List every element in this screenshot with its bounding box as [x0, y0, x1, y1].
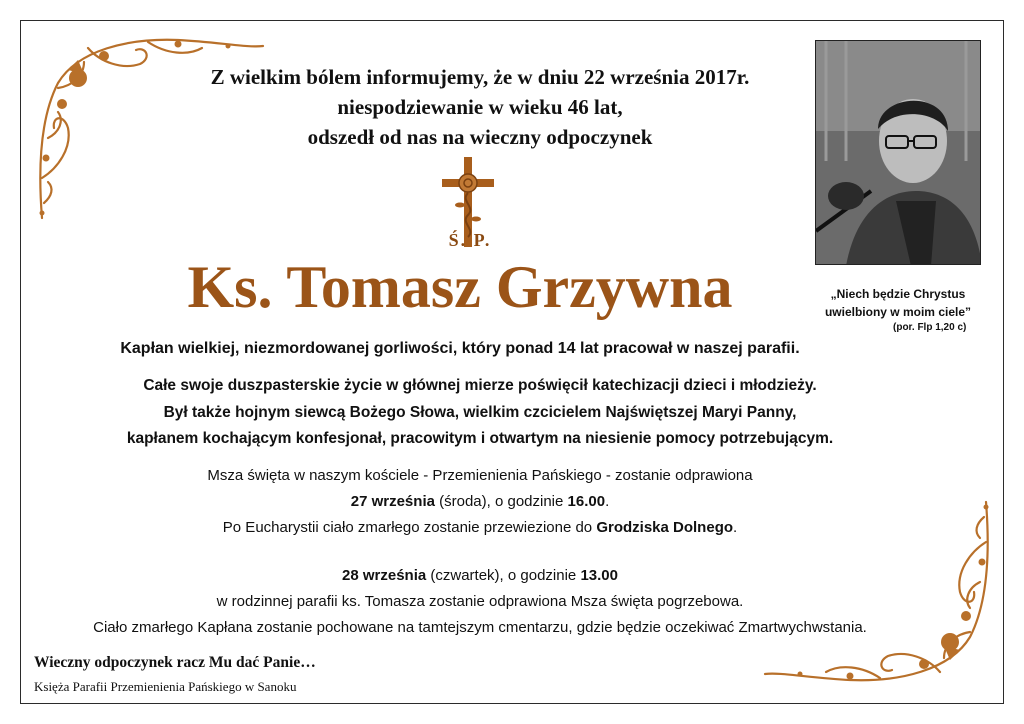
biography-line-1: Całe swoje duszpasterskie życie w głównej mierze poświęcił katechizacji dzieci i młodzieży. [143, 377, 817, 394]
mass-destination: Grodziska Dolnego [596, 519, 734, 536]
sp-label: Ś. P. [448, 230, 492, 250]
announcement-intro [140, 62, 820, 152]
signature: Księża Parafii Przemienienia Pańskiego w Sanoku [34, 679, 297, 694]
mass-line-3-pre: Po Eucharystii ciało zmarłego zostanie przewiezione do [222, 519, 597, 536]
biography-line-3: kapłanem kochającym konfesjonał, pracowitym i otwartym na niesienie pomocy potrzebującym. [126, 430, 834, 447]
mass-time: 16.00 [567, 493, 606, 510]
funeral-line-3: Ciało zmarłego Kapłana zostanie pochowane na tamtejszym cmentarzu, gdzie będzie oczekiwać Zmartwychwstania. [93, 619, 867, 636]
mass-line-3-post: . [733, 519, 738, 536]
funeral-line-2: w rodzinnej parafii ks. Tomasza zostanie odprawiona Msza święta pogrzebowa. [216, 593, 744, 610]
mass-date: 27 września [350, 493, 435, 510]
funeral-info [40, 563, 920, 641]
biography-line-2: Był także hojnym siewcą Bożego Słowa, wielkim czcicielem Najświętszej Maryi Panny, [163, 403, 797, 421]
funeral-time: 13.00 [580, 567, 618, 584]
mass-line-1: Msza święta w naszym kościele - Przemienienia Pańskiego - zostanie odprawiona [207, 467, 753, 484]
mass-line-3 [40, 515, 920, 541]
mass-info [40, 463, 920, 541]
intro-line-2: niespodziewanie w wieku 46 lat, [337, 95, 623, 119]
priest-photo-image [816, 41, 981, 265]
mass-day: (środa), o godzinie [434, 493, 568, 510]
closing-prayer: Wieczny odpoczynek racz Mu dać Panie… [34, 654, 316, 671]
mass-line-2 [40, 489, 920, 515]
funeral-line-1 [40, 563, 920, 589]
funeral-day: (czwartek), o godzinie [426, 567, 581, 584]
quote-line-2: uwielbiony w moim ciele” [824, 305, 972, 319]
funeral-date: 28 września [342, 567, 427, 584]
intro-line-1: Z wielkim bólem informujemy, że w dniu 22 września 2017r. [210, 65, 750, 89]
scripture-reference: (por. Flp 1,20 c) [893, 322, 967, 333]
biography-block [40, 373, 920, 453]
deceased-name: Ks. Tomasz Grzywna [187, 254, 733, 320]
priest-photo [815, 40, 981, 265]
quote-line-1: „Niech będzie Chrystus [830, 287, 966, 301]
priest-description: Kapłan wielkiej, niezmordowanej gorliwości, który ponad 14 lat pracował w naszej parafii. [120, 340, 800, 357]
mass-period: . [605, 493, 610, 510]
intro-line-3: odszedł od nas na wieczny odpoczynek [307, 125, 653, 149]
scripture-quote [808, 285, 988, 321]
